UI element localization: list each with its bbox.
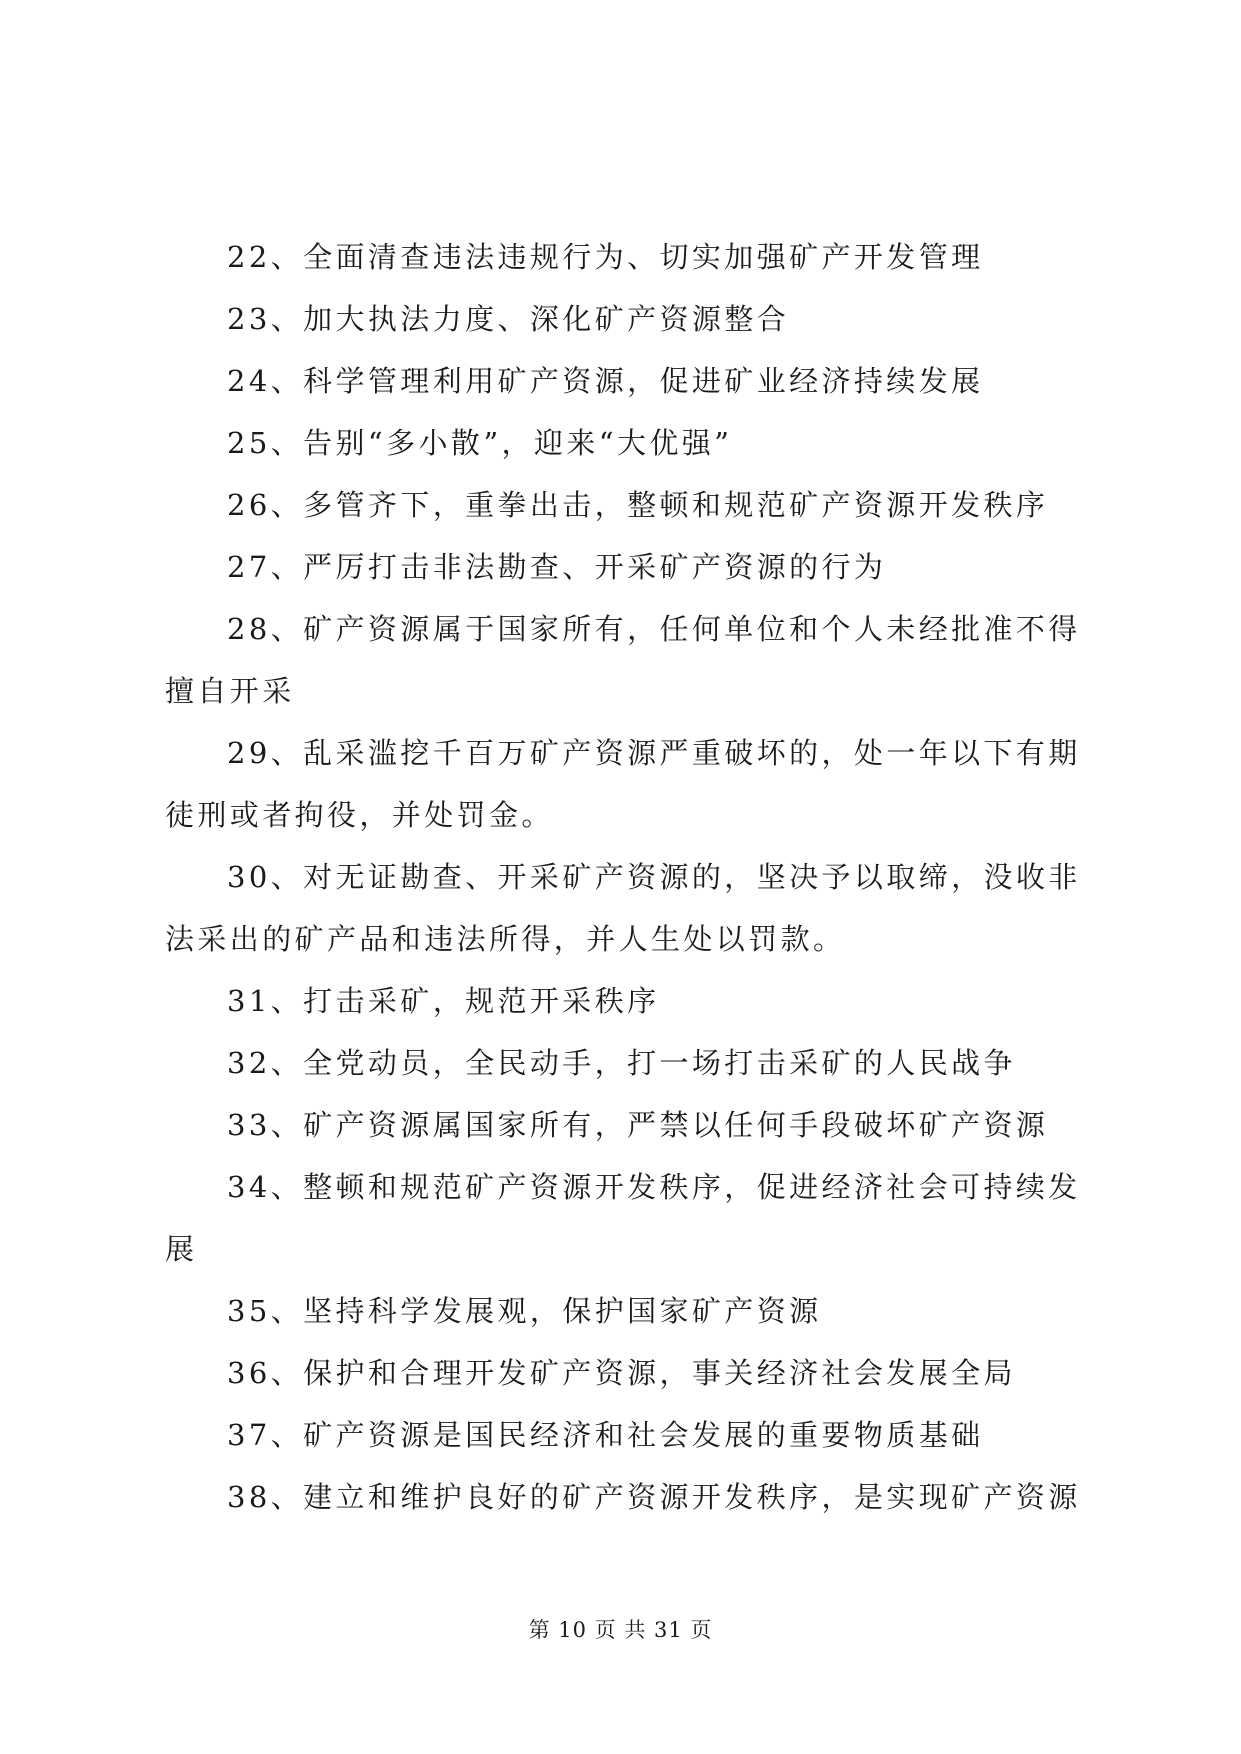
list-item: 27、严厉打击非法勘查、开采矿产资源的行为 xyxy=(227,550,887,584)
list-item: 37、矿产资源是国民经济和社会发展的重要物质基础 xyxy=(227,1418,984,1452)
list-item: 34、整顿和规范矿产资源开发秩序，促进经济社会可持续发展 xyxy=(165,1170,1081,1266)
list-item: 35、坚持科学发展观，保护国家矿产资源 xyxy=(227,1294,822,1328)
list-item: 33、矿产资源属国家所有，严禁以任何手段破坏矿产资源 xyxy=(227,1108,1049,1142)
list-item: 22、全面清查违法违规行为、切实加强矿产开发管理 xyxy=(227,240,984,274)
list-item: 32、全党动员，全民动手，打一场打击采矿的人民战争 xyxy=(227,1046,1016,1080)
list-item: 30、对无证勘查、开采矿产资源的，坚决予以取缔，没收非法采出的矿产品和违法所得，并人生处以罚款。 xyxy=(165,860,1081,956)
list-item: 28、矿产资源属于国家所有，任何单位和个人未经批准不得擅自开采 xyxy=(165,612,1081,708)
page-number-footer: 第 10 页 共 31 页 xyxy=(528,1618,713,1642)
list-item: 25、告别“多小散”，迎来“大优强” xyxy=(227,426,733,460)
list-item: 23、加大执法力度、深化矿产资源整合 xyxy=(227,302,790,336)
list-item: 38、建立和维护良好的矿产资源开发秩序，是实现矿产资源 xyxy=(227,1480,1081,1514)
list-item: 26、多管齐下，重拳出击，整顿和规范矿产资源开发秩序 xyxy=(227,488,1049,522)
list-item: 29、乱采滥挖千百万矿产资源严重破坏的，处一年以下有期徒刑或者拘役，并处罚金。 xyxy=(165,736,1081,832)
list-item: 36、保护和合理开发矿产资源，事关经济社会发展全局 xyxy=(227,1356,1016,1390)
list-item: 24、科学管理利用矿产资源，促进矿业经济持续发展 xyxy=(227,364,984,398)
list-item: 31、打击采矿，规范开采秩序 xyxy=(227,984,660,1018)
slogan-list xyxy=(165,226,1085,1528)
